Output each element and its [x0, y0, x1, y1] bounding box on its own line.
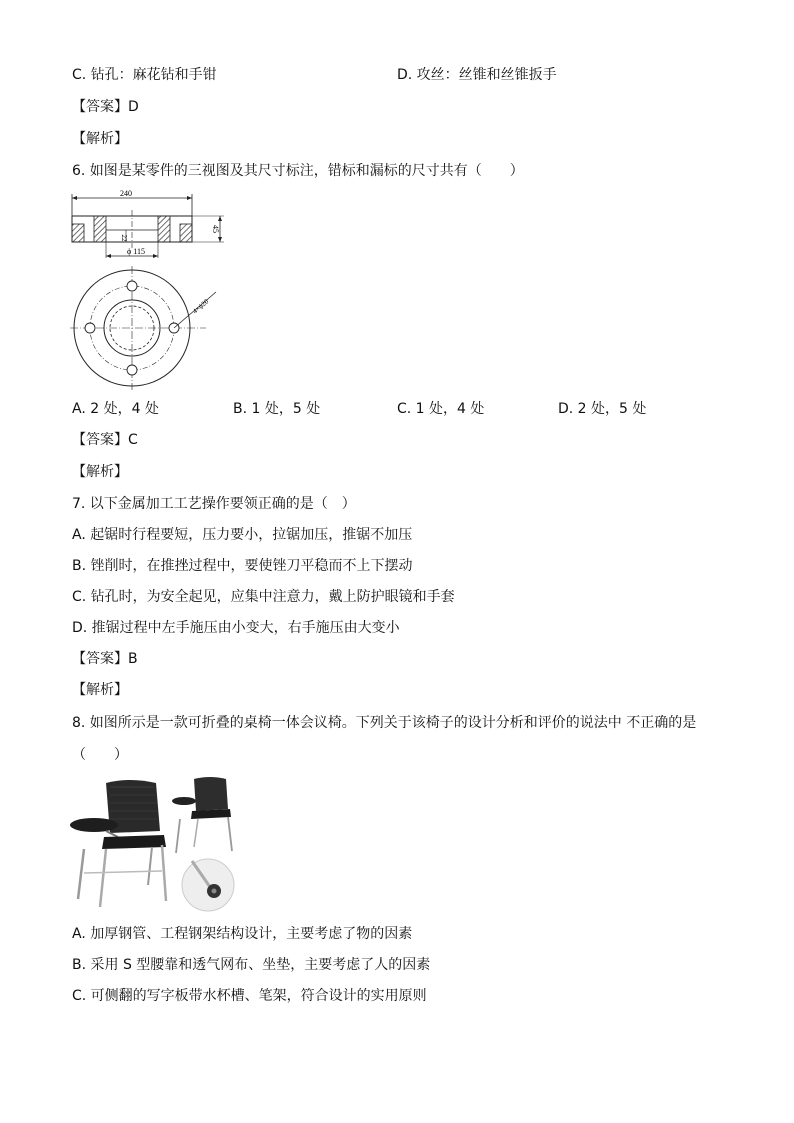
dim-width-text: 240	[120, 189, 132, 198]
q5-answer	[72, 98, 139, 116]
dim-inner-text: 22	[120, 234, 128, 242]
dim-diameter-text: ϕ 115	[127, 247, 145, 256]
answer-label: 【答案】	[72, 432, 128, 448]
q7-answer	[72, 650, 138, 668]
q5-option-d: D. 攻丝：丝锥和丝锥扳手	[397, 67, 557, 83]
q6-stem: 6. 如图是某零件的三视图及其尺寸标注，错标和漏标的尺寸共有（ ）	[72, 163, 524, 179]
q8-option-a: A. 加厚钢管、工程钢架结构设计，主要考虑了物的因素	[72, 926, 413, 942]
dim-holes-text: 4×ϕ20	[191, 297, 211, 316]
q7-option-d: D. 推锯过程中左手施压由小变大，右手施压由大变小	[72, 620, 400, 636]
q6-three-view-figure	[66, 186, 241, 391]
answer-value: B	[128, 651, 138, 667]
answer-value: C	[128, 432, 138, 448]
q8-stem: 8. 如图所示是一款可折叠的桌椅一体会议椅。下列关于该椅子的设计分析和评价的说法中 不正确的是	[72, 715, 697, 731]
q8-stem-continued: （ ）	[72, 747, 128, 763]
q8-option-b: B. 采用 S 型腰靠和透气网布、坐垫，主要考虑了人的因素	[72, 957, 431, 973]
q6-option-b: B. 1 处，5 处	[233, 401, 321, 417]
q6-option-a: A. 2 处，4 处	[72, 401, 159, 417]
dim-height-text: 45	[211, 225, 220, 233]
q5-option-c: C. 钻孔：麻花钻和手钳	[72, 67, 217, 83]
q7-analysis-label: 【解析】	[72, 682, 128, 698]
q7-stem: 7. 以下金属加工工艺操作要领正确的是（ ）	[72, 496, 356, 512]
q7-option-a: A. 起锯时行程要短，压力要小，拉锯加压，推锯不加压	[72, 527, 413, 543]
answer-value: D	[128, 99, 139, 115]
q7-option-c: C. 钻孔时，为安全起见，应集中注意力，戴上防护眼镜和手套	[72, 589, 455, 605]
q5-analysis-label: 【解析】	[72, 131, 128, 147]
q6-option-c: C. 1 处，4 处	[397, 401, 485, 417]
q6-answer	[72, 431, 138, 449]
q6-option-d: D. 2 处，5 处	[558, 401, 647, 417]
answer-label: 【答案】	[72, 651, 128, 667]
q7-option-b: B. 锉削时，在推挫过程中，要使锉刀平稳而不上下摆动	[72, 558, 413, 574]
q8-chair-photo	[70, 775, 240, 915]
answer-label: 【答案】	[72, 99, 128, 115]
q8-option-c: C. 可侧翻的写字板带水杯槽、笔架，符合设计的实用原则	[72, 988, 427, 1004]
q6-analysis-label: 【解析】	[72, 464, 128, 480]
